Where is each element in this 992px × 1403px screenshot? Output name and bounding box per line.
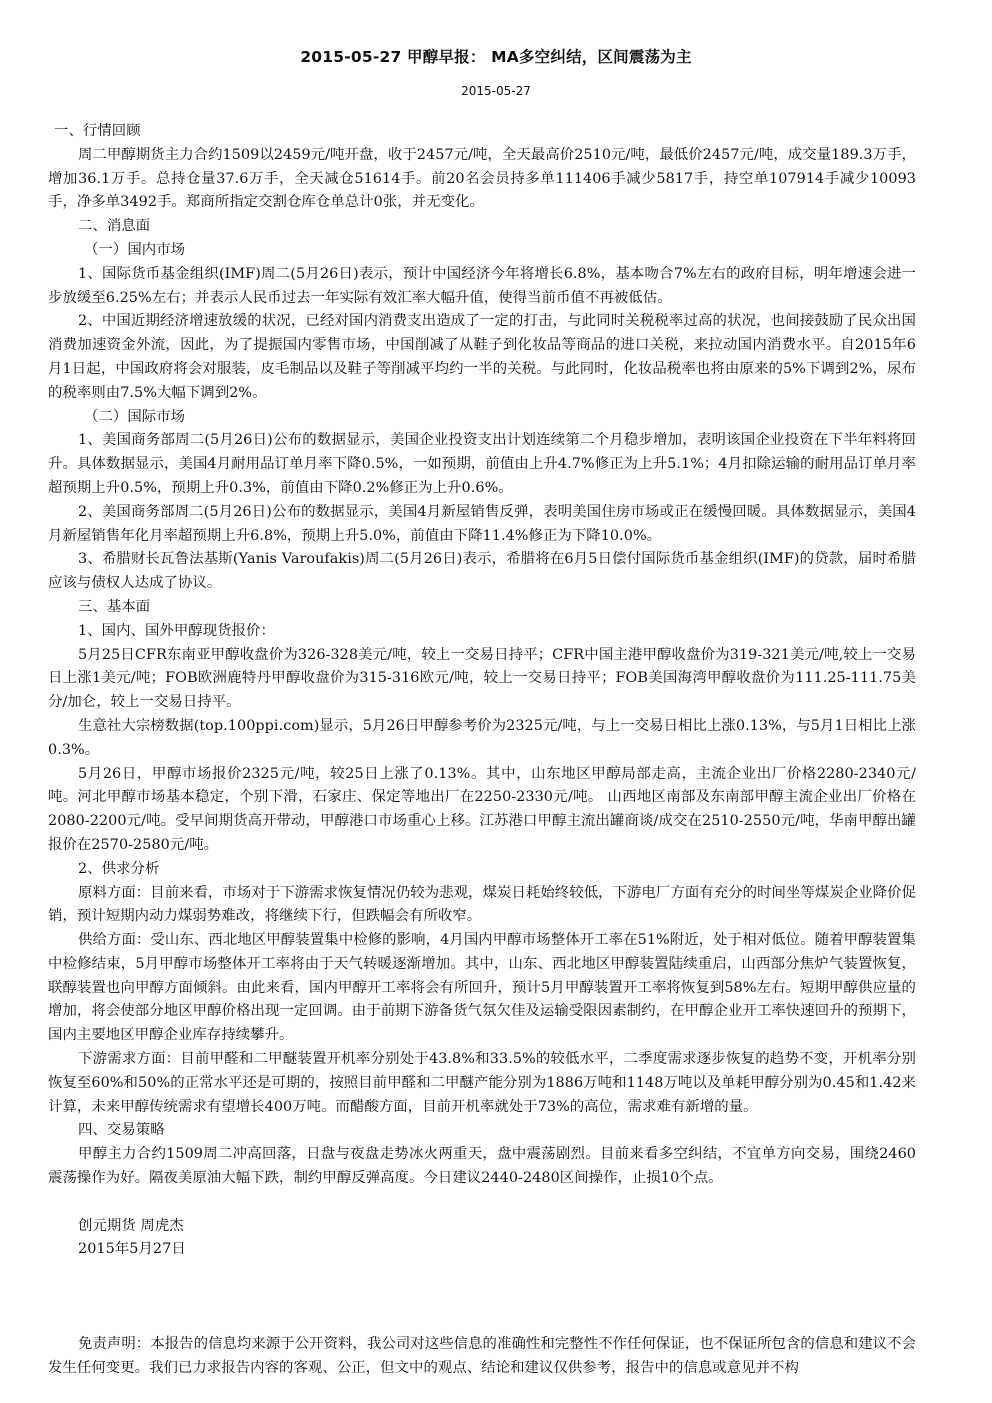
paragraph-supply: 供给方面：受山东、西北地区甲醇装置集中检修的影响，4月国内甲醇市场整体开工率在51%附近，处于相对低位。随着甲醇装置集中检修结束，5月甲醇市场整体开工率将由于天气转暖逐渐增加。其中，山东、西北地区甲醇装置陆续重启，山西部分焦炉气装置恢复，联醇装置也向甲醇方面倾斜。由此来看，国内甲醇开工率将会有所回升，预计5月甲醇装置开工率将恢复到58%左右。短期甲醇供应量的增加，将会使部分地区甲醇价格出现一定回调。由于前期下游备货气氛欠佳及运输受限因素制约，在甲醇企业开工率快速回升的预期下，国内主要地区甲醇企业库存持续攀升。 — [48, 932, 916, 1044]
author-signature: 创元期货 周虎杰 — [78, 1217, 184, 1234]
disclaimer: 免责声明：本报告的信息均来源于公开资料，我公司对这些信息的准确性和完整性不作任何保证，也不保证所包含的信息和建议不会发生任何变更。我们已力求报告内容的客观、公正，但文中的观点、结论和建议仅供参考，报告中的信息或意见并不构 — [48, 1336, 916, 1377]
page-title: 2015-05-27 甲醇早报： MA多空纠结，区间震荡为主 — [300, 48, 692, 66]
signature-date: 2015年5月27日 — [78, 1241, 186, 1258]
subheading-spot-quotes: 1、国内、国外甲醇现货报价： — [78, 622, 275, 639]
paragraph-market-quotes: 5月26日，甲醇市场报价2325元/吨，较25日上涨了0.13%。其中，山东地区甲醇局部走高，主流企业出厂价格2280-2340元/吨。河北甲醇市场基本稳定，个别下滑，石家庄、保定等地出厂在2250-2330元/吨。 山西地区南部及东南部甲醇主流企业出厂价格在2080-2200元/吨。受早间期货高开带动，甲醇港口市场重心上移。江苏港口甲醇主流出罐商谈/成交在2510-2550元/吨，华南甲醇出罐报价在2570-2580元/吨。 — [48, 765, 916, 853]
paragraph-spot-quotes: 5月25日CFR东南亚甲醇收盘价为326-328美元/吨，较上一交易日持平；CFR中国主港甲醇收盘价为319-321美元/吨,较上一交易日上涨1美元/吨；FOB欧洲鹿特丹甲醇收盘价为315-316欧元/吨，较上一交易日持平；FOB美国海湾甲醇收盘价为111.25-111.75美分/加仑，较上一交易日持平。 — [48, 646, 916, 711]
paragraph-raw-material: 原料方面：目前来看，市场对于下游需求恢复情况仍较为悲观，煤炭日耗始终较低，下游电厂方面有充分的时间坐等煤炭企业降价促销，预计短期内动力煤弱势难改，将继续下行，但跌幅会有所收窄。 — [48, 884, 916, 925]
paragraph-international-3: 3、希腊财长瓦鲁法基斯(Yanis Varoufakis)周二(5月26日)表示，希腊将在6月5日偿付国际货币基金组织(IMF)的贷款，届时希腊应该与债权人达成了协议。 — [48, 551, 916, 592]
paragraph-reference-price: 生意社大宗榜数据(top.100ppi.com)显示，5月26日甲醇参考价为2325元/吨，与上一交易日相比上涨0.13%，与5月1日相比上涨0.3%。 — [48, 717, 916, 758]
paragraph-domestic-1: 1、国际货币基金组织(IMF)周二(5月26日)表示，预计中国经济今年将增长6.8%，基本吻合7%左右的政府目标，明年增速会进一步放缓至6.25%左右；并表示人民币过去一年实际有效汇率大幅升值，使得当前币值不再被低估。 — [48, 265, 916, 306]
paragraph-market-review: 周二甲醇期货主力合约1509以2459元/吨开盘，收于2457元/吨，全天最高价2510元/吨，最低价2457元/吨，成交量189.3万手，增加36.1万手。总持仓量37.6万手，全天减仓51614手。前20名会员持多单111406手减少5817手，持空单107914手减少10093手，净多单3492手。郑商所指定交割仓库仓单总计0张，并无变化。 — [48, 146, 916, 211]
paragraph-international-1: 1、美国商务部周二(5月26日)公布的数据显示，美国企业投资支出计划连续第二个月稳步增加，表明该国企业投资在下半年料将回升。具体数据显示，美国4月耐用品订单月率下降0.5%，一如预期，前值由上升4.7%修正为上升5.1%；4月扣除运输的耐用品订单月率超预期上升0.5%，预期上升0.3%，前值由下降0.2%修正为上升0.6%。 — [48, 432, 916, 496]
section-heading-news: 二、消息面 — [78, 218, 151, 235]
report-date: 2015-05-27 — [461, 84, 531, 98]
paragraph-downstream-demand: 下游需求方面：目前甲醛和二甲醚装置开机率分别处于43.8%和33.5%的较低水平，二季度需求逐步恢复的趋势不变，开机率分别恢复至60%和50%的正常水平还是可期的，按照目前甲醛和二甲醚产能分别为1886万吨和1148万吨以及单耗甲醇分别为0.45和1.42来计算，未来甲醇传统需求有望增长400万吨。而醋酸方面，目前开机率就处于73%的高位，需求难有新增的量。 — [48, 1051, 916, 1115]
subheading-supply-demand: 2、供求分析 — [78, 860, 160, 877]
paragraph-domestic-2: 2、中国近期经济增速放缓的状况，已经对国内消费支出造成了一定的打击，与此同时关税税率过高的状况，也间接鼓励了民众出国消费加速资金外流，因此，为了提振国内零售市场，中国削减了从鞋子到化妆品等商品的进口关税，来拉动国内消费水平。自2015年6月1日起，中国政府将会对服装，皮毛制品以及鞋子等削减平均约一半的关税。与此同时，化妆品税率也将由原来的5%下调到2%，尿布的税率则由7.5%大幅下调到2%。 — [48, 313, 916, 401]
section-heading-trading-strategy: 四、交易策略 — [78, 1122, 165, 1139]
section-heading-fundamentals: 三、基本面 — [78, 598, 151, 615]
paragraph-trading-strategy: 甲醇主力合约1509周二冲高回落，日盘与夜盘走势冰火两重天，盘中震荡剧烈。目前来看多空纠结，不宜单方向交易，围绕2460震荡操作为好。隔夜美原油大幅下跌，制约甲醇反弹高度。今日建议2440-2480区间操作，止损10个点。 — [48, 1146, 916, 1187]
section-heading-market-review: 一、行情回顾 — [54, 123, 141, 139]
subheading-domestic-market: （一）国内市场 — [84, 241, 186, 258]
subheading-international-market: （二）国际市场 — [84, 408, 186, 425]
report-body — [48, 120, 916, 1381]
paragraph-international-2: 2、美国商务部周二(5月26日)公布的数据显示，美国4月新屋销售反弹，表明美国住房市场或正在缓慢回暖。具体数据显示，美国4月新屋销售年化月率超预期上升6.8%，预期上升5.0%，前值由下降11.4%修正为下降10.0%。 — [48, 503, 916, 544]
